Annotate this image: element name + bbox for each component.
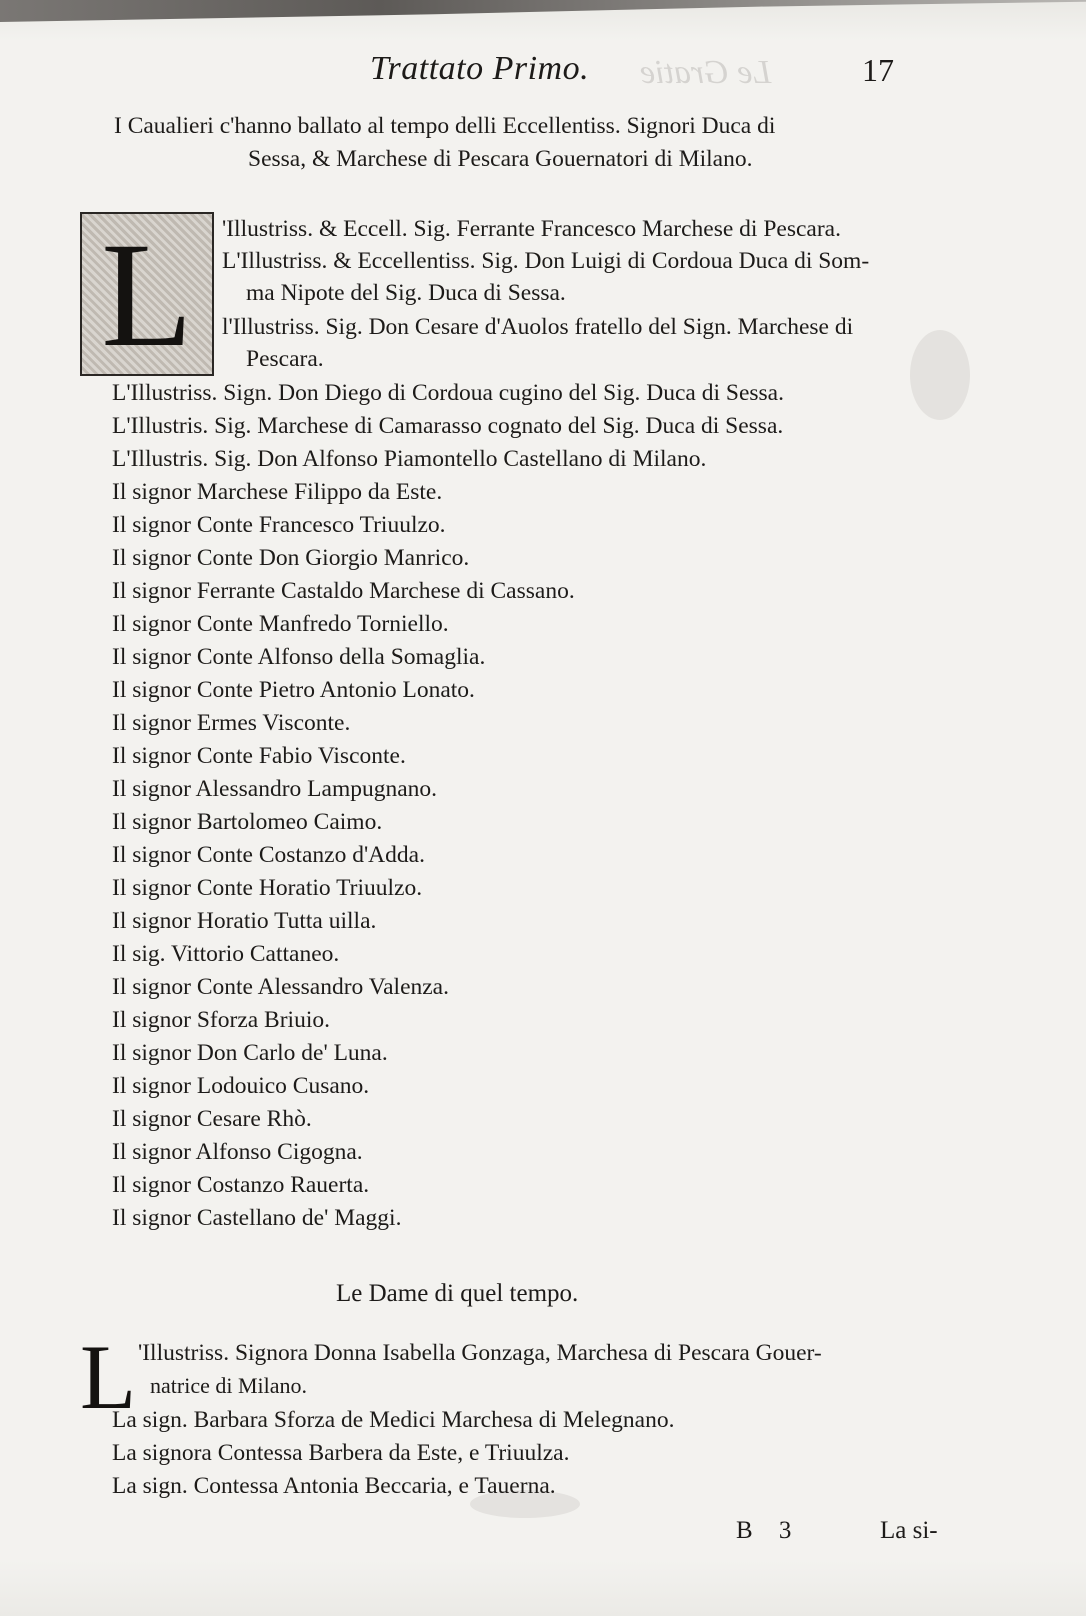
list-item: Il signor Marchese Filippo da Este. [112,479,443,505]
list-item: Il signor Conte Costanzo d'Adda. [112,842,425,868]
list-item: Il signor Don Carlo de' Luna. [112,1040,388,1066]
running-head: Trattato Primo. [370,50,590,87]
list-item: Il signor Cesare Rhò. [112,1106,312,1132]
heading-line-2: Sessa, & Marchese di Pescara Gouernatori di Milano. [248,146,753,172]
list-item: l'Illustriss. Sig. Don Cesare d'Auolos fratello del Sign. Marchese di [222,314,854,340]
list-item: Il signor Castellano de' Maggi. [112,1205,402,1231]
list-item: Il signor Ermes Visconte. [112,710,351,736]
catchword: La si- [880,1517,938,1544]
list-item: Il signor Alfonso Cigogna. [112,1139,363,1165]
list-item: Il signor Alessandro Lampugnano. [112,776,438,802]
page-top-shadow [0,0,1086,22]
list-item: Il signor Conte Alessandro Valenza. [112,974,449,1000]
section-heading [114,110,974,176]
signature-mark: B 3 [736,1517,802,1544]
section-title: Le Dame di quel tempo. [336,1280,579,1307]
drop-cap-letter: L [80,1326,137,1428]
list-item: Il signor Bartolomeo Caimo. [112,809,383,835]
list-item: Il signor Conte Fabio Visconte. [112,743,406,769]
list-item: Il signor Conte Horatio Triuulzo. [112,875,423,901]
list-item: Il signor Sforza Briuio. [112,1007,330,1033]
list-item: La sign. Barbara Sforza de Medici Marchesa di Melegnano. [112,1407,675,1433]
list-item: 'Illustriss. Signora Donna Isabella Gonzaga, Marchesa di Pescara Gouer- [138,1340,822,1366]
list-item: L'Illustriss. Sign. Don Diego di Cordoua cugino del Sig. Duca di Sessa. [112,380,784,406]
list-item: Il signor Conte Pietro Antonio Lonato. [112,677,475,703]
list-item: Il signor Horatio Tutta uilla. [112,908,377,934]
list-item: Il signor Conte Manfredo Torniello. [112,611,449,637]
list-item: La sign. Contessa Antonia Beccaria, e Tauerna. [112,1473,556,1499]
bleed-through-running-head: Le Gratie [640,54,772,91]
list-item: natrice di Milano. [150,1373,308,1398]
decorated-initial [80,212,214,376]
list-item: Il signor Ferrante Castaldo Marchese di Cassano. [112,578,575,604]
list-item: 'Illustriss. & Eccell. Sig. Ferrante Francesco Marchese di Pescara. [222,216,841,242]
list-item: Pescara. [246,346,324,372]
list-item: Il signor Conte Francesco Triuulzo. [112,512,446,538]
list-item: L'Illustris. Sig. Don Alfonso Piamontello Castellano di Milano. [112,446,707,472]
paper-stain [910,330,970,420]
heading-line-1: I Caualieri c'hanno ballato al tempo delli Eccellentiss. Signori Duca di [114,113,776,139]
list-item: Il sig. Vittorio Cattaneo. [112,941,340,967]
list-item: Il signor Costanzo Rauerta. [112,1172,370,1198]
page-number: 17 [862,52,894,88]
drop-cap-letter: L [101,212,193,378]
list-item: Il signor Lodouico Cusano. [112,1073,370,1099]
list-item: ma Nipote del Sig. Duca di Sessa. [246,280,566,306]
list-item: Il signor Conte Alfonso della Somaglia. [112,644,486,670]
list-item: La signora Contessa Barbera da Este, e Triuulza. [112,1440,570,1466]
list-item: L'Illustris. Sig. Marchese di Camarasso cognato del Sig. Duca di Sessa. [112,413,784,439]
list-item: L'Illustriss. & Eccellentiss. Sig. Don Luigi di Cordoua Duca di Som- [222,248,870,274]
list-item: Il signor Conte Don Giorgio Manrico. [112,545,470,571]
